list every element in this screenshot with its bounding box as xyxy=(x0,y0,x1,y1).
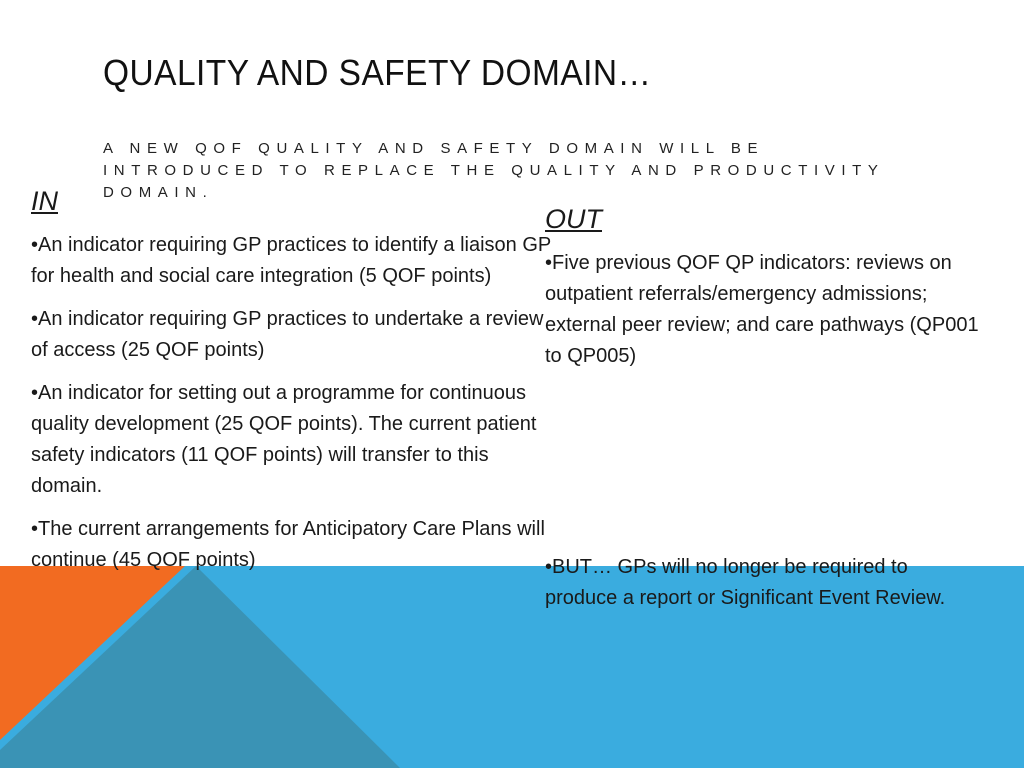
out-heading: OUT xyxy=(545,204,602,234)
out-column xyxy=(545,202,985,626)
out-spacer xyxy=(545,384,985,552)
out-item-qp-indicators: •Five previous QOF QP indicators: reviews on outpatient referrals/emergency admissions; external peer review; and care pathways (QP001 to QP005) xyxy=(545,252,979,367)
in-heading: IN xyxy=(31,186,58,216)
in-item-anticipatory-care: •The current arrangements for Anticipatory Care Plans will continue (45 QOF points) xyxy=(31,518,545,571)
slide-title: QUALITY AND SAFETY DOMAIN… xyxy=(103,52,652,93)
in-item-review-of-access: •An indicator requiring GP practices to undertake a review of access (25 QOF points) xyxy=(31,308,544,361)
in-item-quality-development: •An indicator for setting out a programme for continuous quality development (25 QOF points). The current patient safety indicators (11 QOF points) will transfer to this domain. xyxy=(31,382,537,497)
out-item-but-gps: •BUT… GPs will no longer be required to produce a report or Significant Event Review. xyxy=(545,556,946,609)
in-column xyxy=(31,184,551,588)
slide-subtitle: A NEW QOF QUALITY AND SAFETY DOMAIN WILL BE INTRODUCED TO REPLACE THE QUALITY AND PRODUCTIVITY DOMAIN. xyxy=(103,140,885,201)
in-item-liaison-gp: •An indicator requiring GP practices to identify a liaison GP for health and social care integration (5 QOF points) xyxy=(31,234,551,287)
